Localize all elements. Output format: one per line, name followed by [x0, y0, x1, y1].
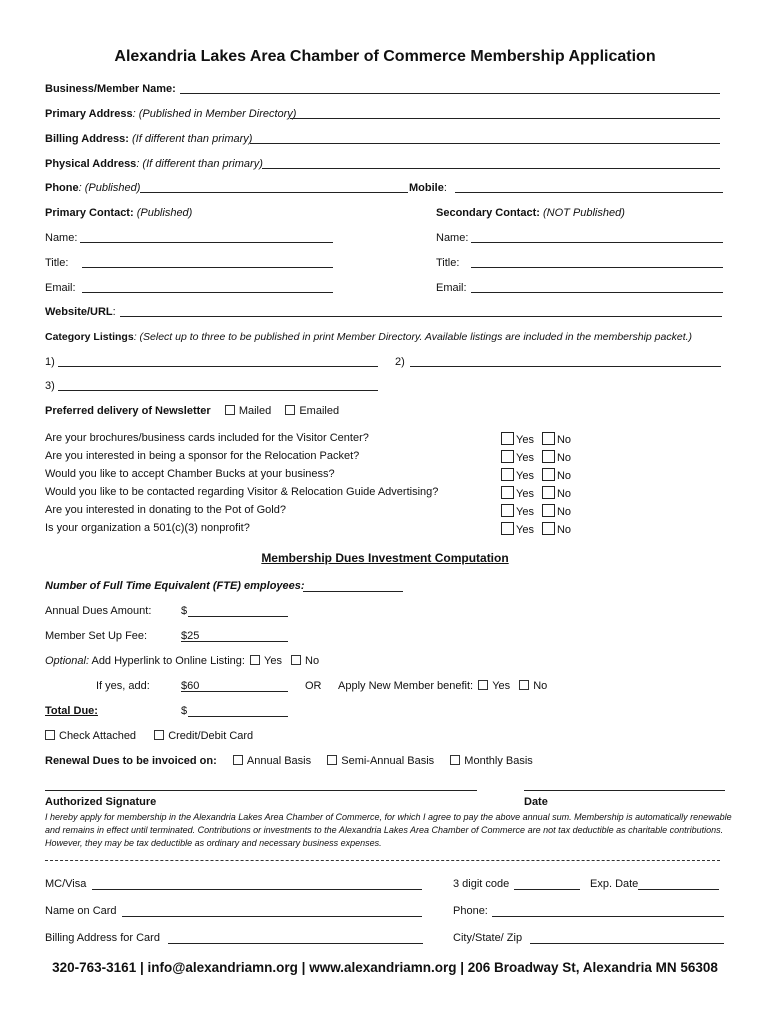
secondary-title-field[interactable]	[471, 267, 723, 268]
billing-address-field[interactable]	[250, 143, 720, 144]
phone-text: Phone	[45, 182, 79, 194]
mobile-label	[409, 182, 447, 194]
payment-method-row	[45, 730, 253, 742]
primary-address-field[interactable]	[290, 118, 720, 119]
optional-label: Optional:	[45, 655, 90, 667]
billing-address-text: Billing Address:	[45, 133, 129, 145]
setup-fee-line	[181, 641, 288, 642]
physical-address-text: Physical Address	[45, 158, 137, 170]
question-5-yes-checkbox[interactable]	[501, 504, 514, 517]
secondary-contact-note: (NOT Published)	[539, 207, 625, 219]
question-5-options	[501, 504, 571, 518]
yes-label: Yes	[516, 506, 534, 518]
primary-name-field[interactable]	[80, 242, 333, 243]
check-attached-checkbox[interactable]	[45, 730, 55, 740]
primary-email-label: Email:	[45, 282, 76, 294]
no-label: No	[556, 524, 572, 536]
primary-address-note: : (Published in Member Directory)	[132, 108, 297, 120]
question-3-yes-checkbox[interactable]	[501, 468, 514, 481]
question-4-yes-checkbox[interactable]	[501, 486, 514, 499]
question-4-options	[501, 486, 571, 500]
category-1-field[interactable]	[58, 366, 378, 367]
newsletter-emailed-label: Emailed	[299, 405, 340, 417]
new-member-yes-label: Yes	[492, 680, 511, 692]
renewal-label: Renewal Dues to be invoiced on:	[45, 755, 217, 767]
question-5-no-checkbox[interactable]	[542, 504, 555, 517]
setup-fee-label: Member Set Up Fee:	[45, 630, 148, 642]
question-6-options	[501, 522, 571, 536]
monthly-basis-checkbox[interactable]	[450, 755, 460, 765]
hyperlink-no-label: No	[305, 655, 320, 667]
exp-date-field[interactable]	[638, 889, 719, 890]
yes-label: Yes	[516, 524, 534, 536]
hyperlink-amount-line	[181, 691, 288, 692]
no-label: No	[556, 452, 572, 464]
category-2-field[interactable]	[410, 366, 721, 367]
cut-line	[45, 860, 720, 861]
contact-footer: 320-763-3161 | info@alexandriamn.org | www.alexandriamn.org | 206 Broadway St, Alexandria MN 56308	[52, 960, 718, 975]
question-2: Are you interested in being a sponsor for the Relocation Packet?	[45, 450, 360, 462]
new-member-yes-checkbox[interactable]	[478, 680, 488, 690]
hyperlink-row	[45, 655, 319, 667]
category-3-field[interactable]	[58, 390, 378, 391]
primary-title-label: Title:	[45, 257, 69, 269]
setup-fee-amount: $25	[181, 630, 200, 642]
question-3: Would you like to accept Chamber Bucks at your business?	[45, 468, 335, 480]
date-field[interactable]	[524, 790, 725, 791]
category-text: Category Listings	[45, 331, 134, 343]
new-member-row	[338, 680, 547, 692]
business-name-field[interactable]	[180, 93, 720, 94]
hyperlink-yes-label: Yes	[264, 655, 282, 667]
newsletter-mailed-label: Mailed	[238, 405, 272, 417]
if-yes-label: If yes, add:	[96, 680, 150, 692]
website-label	[45, 306, 116, 318]
semi-annual-checkbox[interactable]	[327, 755, 337, 765]
question-6: Is your organization a 501(c)(3) nonprofit?	[45, 522, 250, 534]
question-2-no-checkbox[interactable]	[542, 450, 555, 463]
digit-code-field[interactable]	[514, 889, 580, 890]
primary-email-field[interactable]	[82, 292, 333, 293]
hyperlink-label: Add Hyperlink to Online Listing:	[89, 655, 245, 667]
billing-card-label: Billing Address for Card	[45, 932, 160, 944]
category-3-label: 3)	[45, 380, 55, 392]
new-member-no-label: No	[533, 680, 548, 692]
category-note: : (Select up to three to be published in print Member Directory. Available listings are included in the membership packet.)	[133, 331, 693, 343]
primary-address-text: Primary Address	[45, 108, 133, 120]
website-text: Website/URL	[45, 306, 113, 318]
mobile-field[interactable]	[455, 192, 723, 193]
physical-address-field[interactable]	[262, 168, 720, 169]
no-label: No	[556, 434, 572, 446]
secondary-contact-heading	[436, 207, 625, 219]
billing-card-field[interactable]	[168, 943, 423, 944]
new-member-no-checkbox[interactable]	[519, 680, 529, 690]
dues-heading: Membership Dues Investment Computation	[261, 551, 509, 565]
category-2-label: 2)	[395, 356, 405, 368]
card-phone-field[interactable]	[492, 916, 724, 917]
hyperlink-no-checkbox[interactable]	[291, 655, 301, 665]
fte-label: Number of Full Time Equivalent (FTE) employees:	[45, 580, 305, 592]
new-member-label: Apply New Member benefit:	[338, 680, 474, 692]
exp-date-label: Exp. Date	[590, 878, 639, 890]
secondary-email-label: Email:	[436, 282, 467, 294]
hyperlink-yes-checkbox[interactable]	[250, 655, 260, 665]
monthly-basis-label: Monthly Basis	[464, 755, 533, 767]
annual-dues-field[interactable]	[188, 616, 288, 617]
check-attached-label: Check Attached	[59, 730, 137, 742]
form-title: Alexandria Lakes Area Chamber of Commerce Membership Application	[114, 48, 656, 65]
total-due-field[interactable]	[188, 716, 288, 717]
date-label: Date	[524, 796, 548, 808]
primary-contact-note: (Published)	[133, 207, 193, 219]
question-6-no-checkbox[interactable]	[542, 522, 555, 535]
question-1-no-checkbox[interactable]	[542, 432, 555, 445]
secondary-name-field[interactable]	[471, 242, 723, 243]
digit-code-label: 3 digit code	[453, 878, 510, 890]
phone-field[interactable]	[140, 192, 408, 193]
mobile-colon: :	[443, 182, 447, 194]
mc-visa-field[interactable]	[92, 889, 422, 890]
phone-note: : (Published)	[78, 182, 141, 194]
question-1-options	[501, 432, 571, 446]
credit-card-label: Credit/Debit Card	[168, 730, 254, 742]
name-on-card-field[interactable]	[122, 916, 422, 917]
website-field[interactable]	[120, 316, 722, 317]
name-on-card-label: Name on Card	[45, 905, 117, 917]
billing-address-label	[45, 133, 252, 145]
physical-address-note: : (If different than primary)	[136, 158, 263, 170]
credit-card-checkbox[interactable]	[154, 730, 164, 740]
yes-label: Yes	[516, 452, 534, 464]
annual-basis-label: Annual Basis	[246, 755, 312, 767]
renewal-row	[45, 755, 533, 767]
category-1-label: 1)	[45, 356, 55, 368]
no-label: No	[556, 506, 572, 518]
phone-label	[45, 182, 140, 194]
card-phone-label: Phone:	[453, 905, 488, 917]
primary-contact-text: Primary Contact:	[45, 207, 134, 219]
primary-title-field[interactable]	[82, 267, 333, 268]
agreement-text: I hereby apply for membership in the Alexandria Lakes Area Chamber of Commerce, for which I agree to pay the above annual sum. Membership is automatically renewable and remains in effect until terminated. Contributions or investments to the Alexandria Lakes Area Chamber of Commerce are not tax deductible as charitable contributions. However, they may be tax deductible as ordinary and necessary business expenses.	[45, 812, 732, 848]
question-1: Are your brochures/business cards included for the Visitor Center?	[45, 432, 369, 444]
yes-label: Yes	[516, 488, 534, 500]
hyperlink-amount: $60	[181, 680, 200, 692]
total-due-dollar: $	[181, 705, 188, 717]
yes-label: Yes	[516, 434, 534, 446]
newsletter-mailed-checkbox[interactable]	[225, 405, 235, 415]
annual-dues-dollar: $	[181, 605, 188, 617]
question-4: Would you like to be contacted regarding Visitor & Relocation Guide Advertising?	[45, 486, 439, 498]
question-5: Are you interested in donating to the Pot of Gold?	[45, 504, 286, 516]
secondary-email-field[interactable]	[471, 292, 723, 293]
newsletter-emailed-checkbox[interactable]	[285, 405, 295, 415]
city-state-zip-label: City/State/ Zip	[453, 932, 523, 944]
business-name-label: Business/Member Name:	[45, 83, 176, 95]
no-label: No	[556, 488, 572, 500]
primary-name-label: Name:	[45, 232, 78, 244]
annual-dues-label: Annual Dues Amount:	[45, 605, 152, 617]
annual-basis-checkbox[interactable]	[233, 755, 243, 765]
total-due-label: Total Due:	[45, 705, 98, 717]
no-label: No	[556, 470, 572, 482]
mobile-text: Mobile	[409, 182, 444, 194]
question-2-yes-checkbox[interactable]	[501, 450, 514, 463]
question-6-yes-checkbox[interactable]	[501, 522, 514, 535]
secondary-name-label: Name:	[436, 232, 469, 244]
question-2-options	[501, 450, 571, 464]
newsletter-label: Preferred delivery of Newsletter	[45, 405, 211, 417]
physical-address-label	[45, 158, 263, 170]
signature-label: Authorized Signature	[45, 796, 157, 808]
secondary-contact-text: Secondary Contact:	[436, 207, 540, 219]
city-state-zip-field[interactable]	[530, 943, 724, 944]
question-3-no-checkbox[interactable]	[542, 468, 555, 481]
yes-label: Yes	[516, 470, 534, 482]
question-3-options	[501, 468, 571, 482]
billing-address-note: (If different than primary)	[128, 133, 253, 145]
signature-field[interactable]	[45, 790, 477, 791]
semi-annual-label: Semi-Annual Basis	[341, 755, 435, 767]
primary-contact-heading	[45, 207, 192, 219]
category-label	[45, 331, 692, 343]
question-1-yes-checkbox[interactable]	[501, 432, 514, 445]
newsletter-row	[45, 405, 339, 417]
fte-field[interactable]	[303, 591, 403, 592]
question-4-no-checkbox[interactable]	[542, 486, 555, 499]
secondary-title-label: Title:	[436, 257, 460, 269]
primary-address-label	[45, 108, 296, 120]
mc-visa-label: MC/Visa	[45, 878, 87, 890]
or-label: OR	[305, 680, 322, 692]
website-colon: :	[112, 306, 116, 318]
